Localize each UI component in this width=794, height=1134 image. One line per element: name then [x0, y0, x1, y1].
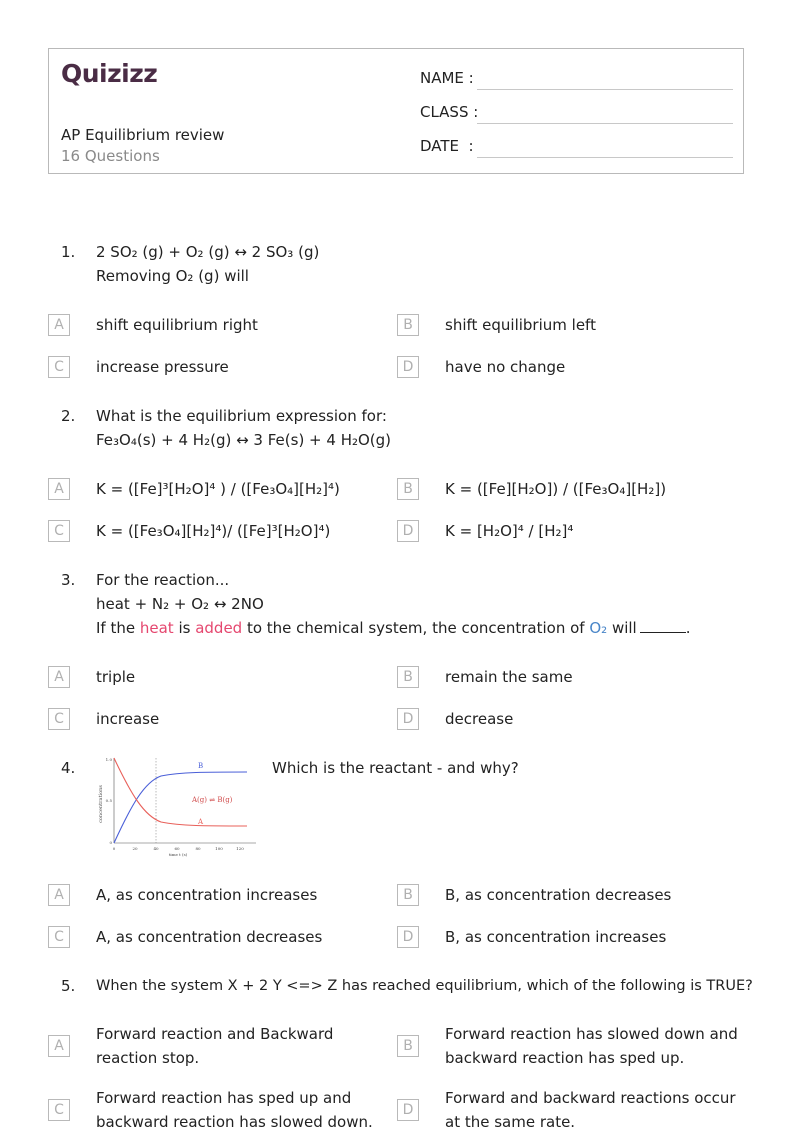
- date-label: DATE :: [420, 137, 474, 155]
- option-d-text: decrease: [445, 710, 514, 728]
- question-line: Removing O₂ (g) will: [96, 267, 249, 285]
- option-d-text: K = [H₂O]⁴ / [H₂]⁴: [445, 522, 574, 540]
- option-d-box[interactable]: D: [397, 708, 419, 730]
- option-c-box[interactable]: C: [48, 520, 70, 542]
- option-b-box[interactable]: B: [397, 1035, 419, 1057]
- question-number: 3.: [61, 571, 76, 589]
- y-tick: 0: [109, 840, 112, 845]
- question-number: 5.: [61, 977, 76, 995]
- option-b-text: B, as concentration decreases: [445, 886, 672, 904]
- x-tick: 100: [215, 846, 223, 851]
- option-d-text: Forward and backward reactions occur at the same rate.: [445, 1089, 736, 1131]
- option-a-text: triple: [96, 668, 136, 686]
- question-line: For the reaction...: [96, 571, 230, 589]
- x-tick: 40: [153, 846, 159, 851]
- x-tick: 20: [132, 846, 138, 851]
- option-a-box[interactable]: A: [48, 884, 70, 906]
- option-d-box[interactable]: D: [397, 926, 419, 948]
- question-line: What is the equilibrium expression for:: [96, 407, 387, 425]
- option-d-text: have no change: [445, 358, 566, 376]
- option-c-text: increase: [96, 710, 160, 728]
- y-tick: 1.0: [105, 757, 112, 762]
- question-text: When the system X + 2 Y <=> Z has reached equilibrium, which of the following is TRUE?: [96, 978, 753, 994]
- x-tick: 0: [112, 846, 116, 851]
- y-tick: 0.5: [105, 798, 112, 803]
- option-c-box[interactable]: C: [48, 926, 70, 948]
- x-tick: 80: [195, 846, 201, 851]
- quizizz-logo: [61, 59, 181, 89]
- option-d-box[interactable]: D: [397, 1099, 419, 1121]
- option-c-box[interactable]: C: [48, 708, 70, 730]
- option-c-box[interactable]: C: [48, 356, 70, 378]
- option-c-text: K = ([Fe₃O₄][H₂]⁴)/ ([Fe]³[H₂O]⁴): [96, 522, 331, 540]
- question-line: Fe₃O₄(s) + 4 H₂(g) ↔ 3 Fe(s) + 4 H₂O(g): [96, 431, 392, 449]
- question-line: If the heat is added to the chemical system, the concentration of O₂ will .: [96, 619, 691, 637]
- date-line[interactable]: [477, 157, 733, 158]
- option-c-text: A, as concentration decreases: [96, 928, 323, 946]
- option-b-text: K = ([Fe][H₂O]) / ([Fe₃O₄][H₂]): [445, 480, 667, 498]
- highlight-o2: O₂: [589, 619, 608, 637]
- option-a-text: K = ([Fe]³[H₂O]⁴ ) / ([Fe₃O₄][H₂]⁴): [96, 480, 340, 498]
- option-a-text: Forward reaction and Backward reaction stop.: [96, 1025, 334, 1067]
- question-text: [96, 240, 746, 288]
- question-count: 16 Questions: [61, 147, 160, 165]
- option-d-box[interactable]: D: [397, 520, 419, 542]
- curve-b: [114, 772, 247, 843]
- name-line[interactable]: [477, 89, 733, 90]
- option-c-text: increase pressure: [96, 358, 229, 376]
- question-text: Which is the reactant - and why?: [272, 759, 519, 777]
- question-line: 2 SO₂ (g) + O₂ (g) ↔ 2 SO₃ (g): [96, 243, 320, 261]
- option-a-text: A, as concentration increases: [96, 886, 318, 904]
- reaction-equation: A(g) ⇌ B(g): [192, 796, 233, 804]
- option-b-text: Forward reaction has slowed down and backward reaction has sped up.: [445, 1025, 738, 1067]
- answer-blank: [640, 632, 686, 633]
- highlight-added: added: [195, 619, 243, 637]
- option-a-text: shift equilibrium right: [96, 316, 258, 334]
- option-a-box[interactable]: A: [48, 314, 70, 336]
- option-a-box[interactable]: A: [48, 478, 70, 500]
- question-text: [96, 568, 746, 640]
- worksheet-title: AP Equilibrium review: [61, 126, 225, 144]
- y-axis-label: concentrations: [98, 785, 104, 823]
- svg-text:Quizizz: Quizizz: [61, 59, 158, 88]
- x-tick: 120: [236, 846, 244, 851]
- question-text: [96, 404, 746, 452]
- class-label: CLASS :: [420, 103, 479, 121]
- option-c-box[interactable]: C: [48, 1099, 70, 1121]
- option-b-text: remain the same: [445, 668, 573, 686]
- option-d-box[interactable]: D: [397, 356, 419, 378]
- equilibrium-graph: [96, 754, 260, 858]
- question-number: 4.: [61, 759, 76, 777]
- curve-a-label: A: [198, 818, 204, 826]
- x-axis-label: time t (s): [168, 852, 188, 857]
- class-line[interactable]: [477, 123, 733, 124]
- option-a-box[interactable]: A: [48, 666, 70, 688]
- curve-b-label: B: [198, 762, 204, 770]
- option-b-box[interactable]: B: [397, 666, 419, 688]
- option-b-box[interactable]: B: [397, 884, 419, 906]
- option-d-text: B, as concentration increases: [445, 928, 667, 946]
- question-number: 1.: [61, 243, 76, 261]
- highlight-heat: heat: [139, 619, 174, 637]
- name-label: NAME :: [420, 69, 474, 87]
- option-a-box[interactable]: A: [48, 1035, 70, 1057]
- x-tick: 60: [174, 846, 180, 851]
- worksheet-header: [48, 48, 744, 174]
- x-ticks: [113, 846, 245, 851]
- question-line: heat + N₂ + O₂ ↔ 2NO: [96, 595, 264, 613]
- option-b-text: shift equilibrium left: [445, 316, 596, 334]
- curve-a: [114, 758, 247, 826]
- option-b-box[interactable]: B: [397, 314, 419, 336]
- option-b-box[interactable]: B: [397, 478, 419, 500]
- option-c-text: Forward reaction has sped up and backward reaction has slowed down.: [96, 1089, 373, 1131]
- question-number: 2.: [61, 407, 76, 425]
